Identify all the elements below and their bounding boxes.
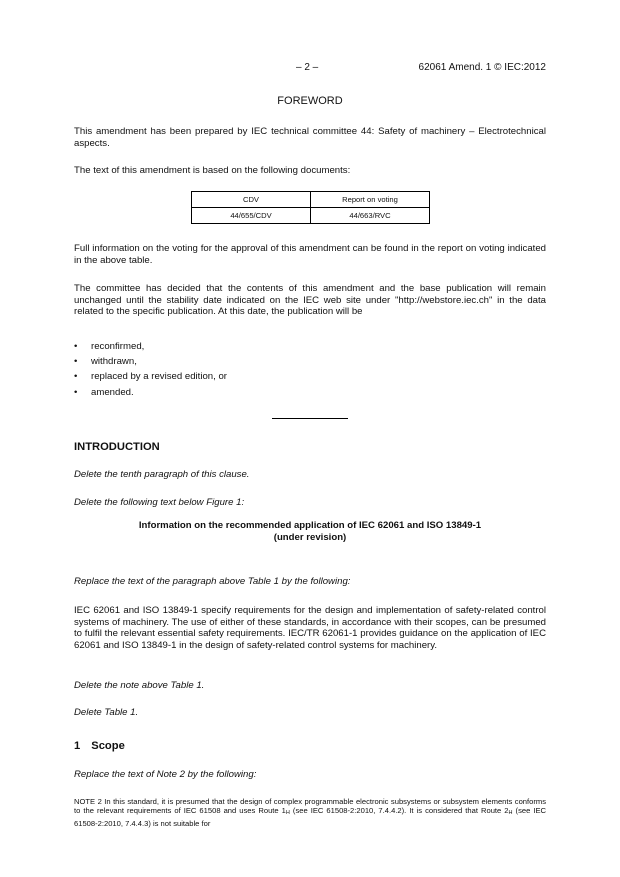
table-header-row	[192, 192, 430, 208]
foreword-paragraph-2: The text of this amendment is based on the following documents:	[74, 165, 351, 176]
instruction-replace-note: Replace the text of Note 2 by the following:	[74, 769, 257, 780]
introduction-title: INTRODUCTION	[74, 441, 160, 453]
table-header-cell: Report on voting	[311, 192, 430, 208]
table-cell: 44/655/CDV	[192, 208, 311, 224]
table-header-cell: CDV	[192, 192, 311, 208]
deleted-text-line-1: Information on the recommended application of IEC 62061 and ISO 13849-1	[138, 520, 482, 531]
table-row	[192, 208, 430, 224]
voting-table	[191, 191, 430, 224]
note-2: NOTE 2 In this standard, it is presumed that the design of complex programmable electronic subsystems or subsystem elements conforms to the relevant requirements of IEC 61508 and uses Route $1_H$ (see IEC 61508-2:2010, 7.4.4.2). It is considered that Route $2_H$ (see IEC 61508-2:2010, 7.4.4.3) is not suitable for	[74, 797, 547, 828]
deleted-text-block	[0, 520, 620, 543]
foreword-title: FOREWORD	[277, 95, 343, 107]
page-number: – 2 –	[296, 62, 319, 73]
scope-title: Scope	[91, 740, 125, 752]
document-id: 62061 Amend. 1 © IEC:2012	[418, 62, 546, 73]
instruction-delete-note: Delete the note above Table 1.	[74, 680, 205, 691]
scope-heading	[74, 740, 125, 752]
deleted-text-line-2: (under revision)	[273, 531, 347, 543]
instruction-delete-table: Delete Table 1.	[74, 707, 139, 718]
introduction-paragraph: IEC 62061 and ISO 13849-1 specify requirements for the design and implementation of safety-related control systems of machinery. The use of either of these standards, in accordance with their scopes, can be presumed to fulfil the relevant essential safety requirements. IEC/TR 62061-1 provides guidance on the application of IEC 62061 and ISO 13849-1 in the design of safety-related control systems for machinery.	[74, 605, 546, 651]
scope-number: 1	[74, 740, 81, 752]
foreword-paragraph-4: The committee has decided that the contents of this amendment and the base publication will remain unchanged until the stability date indicated on the IEC web site under "http://webstore.iec.ch" in the data related to the specific publication. At this date, the publication will be	[74, 283, 546, 318]
table-cell: 44/663/RVC	[311, 208, 430, 224]
instruction-delete-text-below-figure: Delete the following text below Figure 1:	[74, 497, 245, 508]
foreword-paragraph-1: This amendment has been prepared by IEC technical committee 44: Safety of machinery – Electrotechnical aspects.	[74, 126, 546, 149]
section-divider	[272, 418, 348, 419]
instruction-delete-tenth-paragraph: Delete the tenth paragraph of this clause.	[74, 469, 250, 480]
instruction-replace-paragraph: Replace the text of the paragraph above Table 1 by the following:	[74, 576, 351, 587]
foreword-paragraph-3: Full information on the voting for the approval of this amendment can be found in the report on voting indicated in the above table.	[74, 243, 546, 266]
